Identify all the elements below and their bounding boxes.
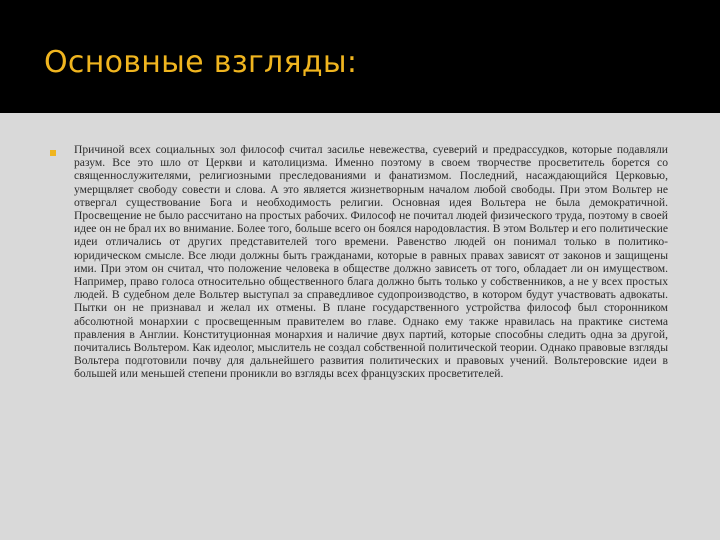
- body-paragraph: Причиной всех социальных зол философ считал засилье невежества, суеверий и предрассудков, которые подавляли разум. Все это шло от Церкви и католицизма. Именно поэтому в своем творчестве просветитель борется со священнослужителями, религиозными преследованиями и фанатизмом. Последний, насаждающийся Церковью, умерщвляет свободу совести и слова. А это является жизнетворным началом любой свободы. При этом Вольтер не отвергал существование Бога и необходимость религии. Основная идея Вольтера не была демократичной. Просвещение не было рассчитано на простых рабочих. Философ не почитал людей физического труда, поэтому в своей идее он не брал их во внимание. Более того, больше всего он боялся народовластия. В этом Вольтер и его политические идеи отличались от других представителей того времени. Равенство людей он понимал только в политико-юридическом смысле. Все люди должны быть гражданами, которые в равных правах зависят от законов и защищены ими. При этом он считал, что положение человека в обществе должно зависеть от того, обладает ли он имуществом. Например, право голоса относительно общественного блага должно быть только у собственников, а не у всех простых людей. В судебном деле Вольтер выступал за справедливое судопроизводство, в котором будут участвовать адвокаты. Пытки он не признавал и желал их отмены. В плане государственного устройства философ был сторонником абсолютной монархии с просвещенным правителем во главе. Однако ему также нравилась на практике система правления в Англии. Конституционная монархия и наличие двух партий, которые способны следить одна за другой, почитались Вольтером. Как идеолог, мыслитель не создал собственной политической теории. Однако правовые взгляды Вольтера подготовили почву для дальнейшего развития политических и правовых учений. Вольтеровские идеи в большей или меньшей степени проникли во взгляды всех французских просветителей.: [74, 143, 668, 381]
- bullet-icon: [50, 150, 56, 156]
- slide-header: [0, 0, 720, 113]
- slide-title: Основные взгляды:: [44, 45, 358, 80]
